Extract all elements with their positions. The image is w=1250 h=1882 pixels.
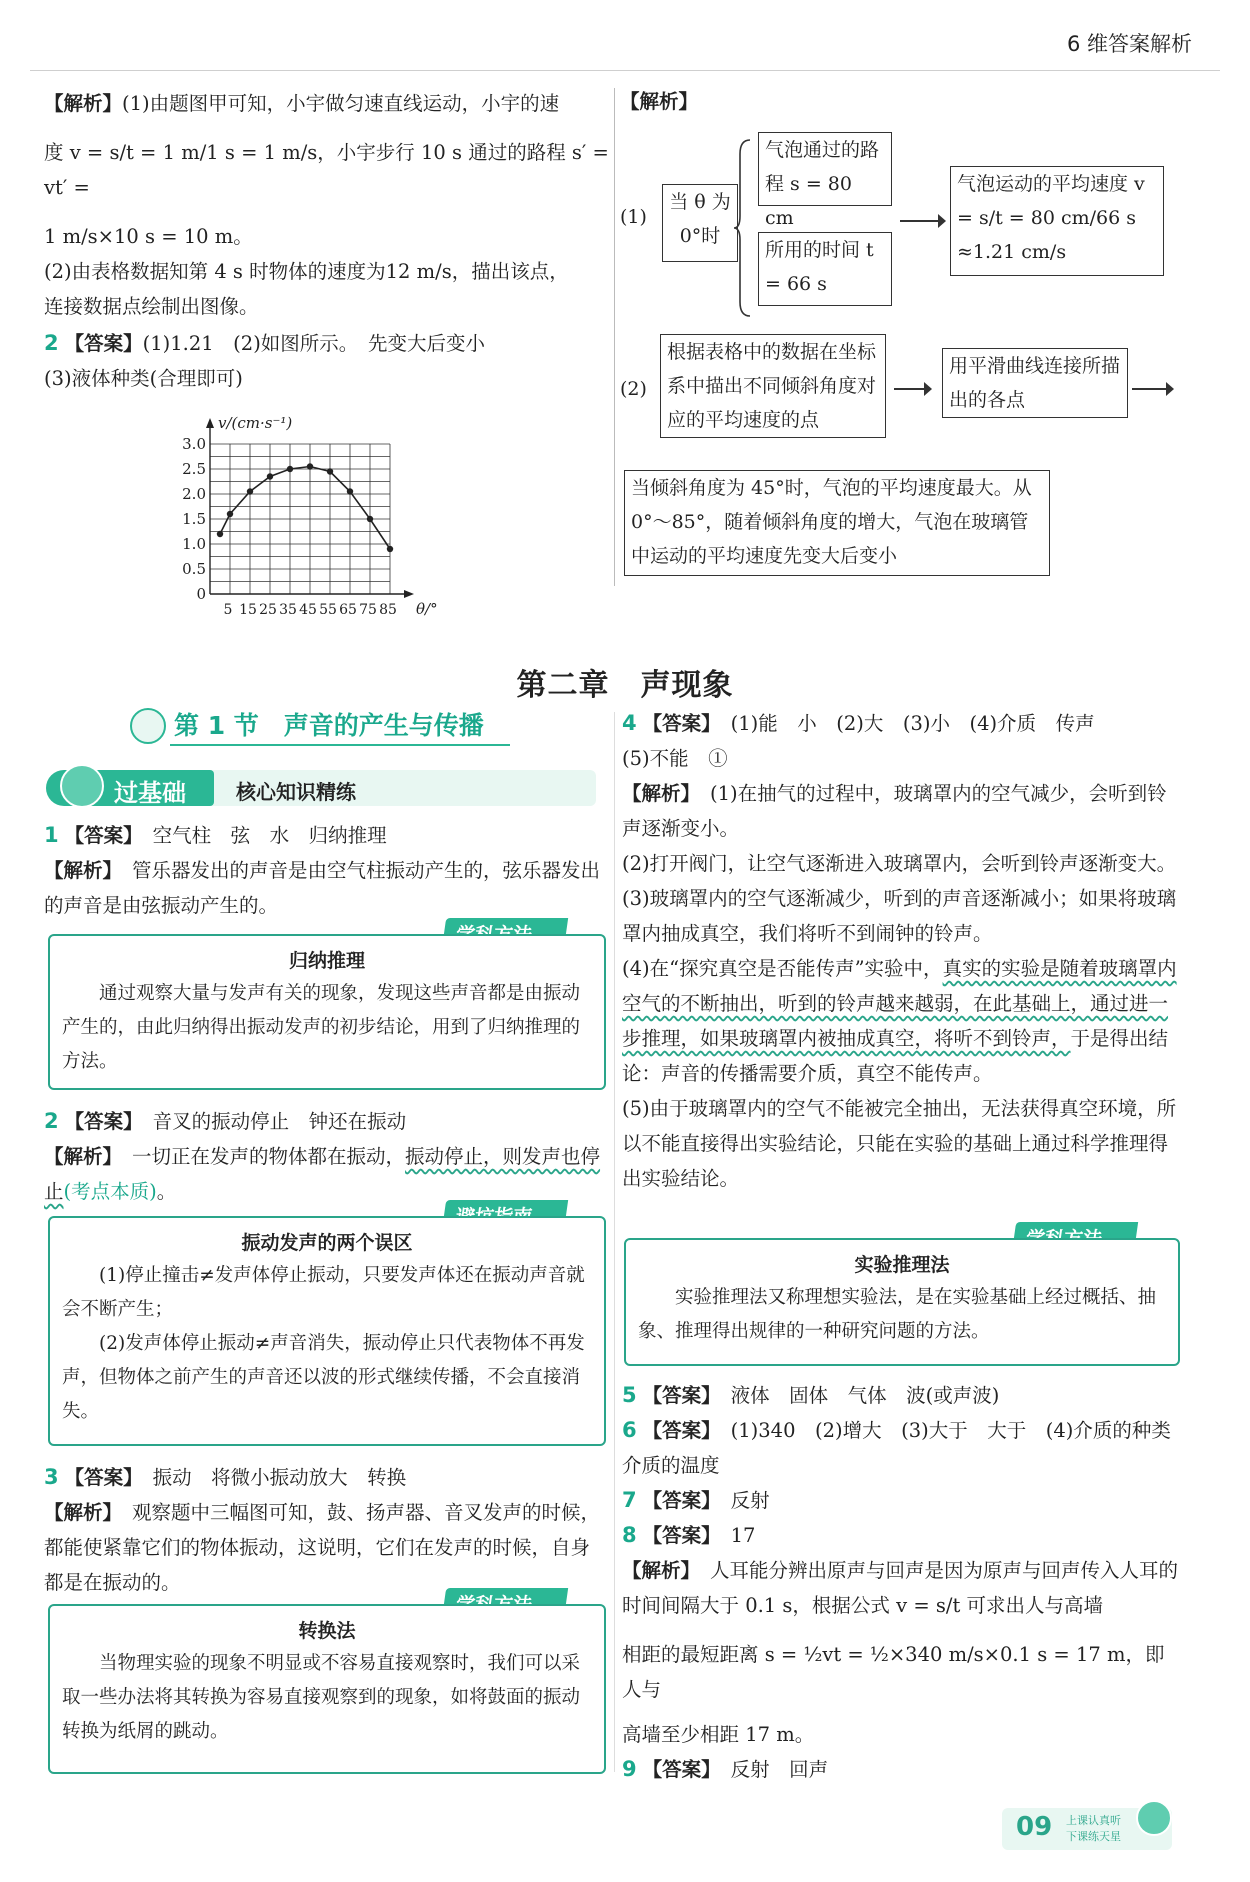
flow-section xyxy=(620,86,1220,586)
question-number: 2 xyxy=(44,331,59,355)
q2-analysis-a: 一切正在发声的物体都在振动， xyxy=(132,1145,406,1168)
conclusion-box: 当倾斜角度为 45°时，气泡的平均速度最大。从 0°～85°，随着倾斜角度的增大，气泡在玻璃管中运动的平均速度先变大后变小 xyxy=(624,470,1050,576)
analysis-text-a: (1)由题图甲可知，小宇做匀速直线运动，小宇的速 xyxy=(122,92,560,115)
data-point xyxy=(307,463,313,469)
pitfall-box-title: 振动发声的两个误区 xyxy=(241,1232,413,1254)
section-title: 第 1 节 声音的产生与传播 xyxy=(174,711,484,740)
q4-analysis-4a: (4)在“探究真空是否能传声”实验中， xyxy=(622,957,943,980)
method-box-4-title: 实验推理法 xyxy=(854,1254,950,1276)
data-point xyxy=(327,468,333,474)
footer-slogan-1: 上课认真听 xyxy=(1066,1814,1121,1827)
part1-number: (1) xyxy=(620,206,647,228)
x-tick-label: 25 xyxy=(259,602,277,618)
q6-answer: (1)340 (2)增大 (3)大于 大于 (4)介质的种类 介质的温度 xyxy=(622,1419,1191,1477)
x-tick-label: 45 xyxy=(299,602,317,618)
right-lower xyxy=(622,1378,1191,1787)
data-point xyxy=(247,488,253,494)
right-column xyxy=(622,706,1182,1196)
q4-analysis-4c: 于是得出结论：声音的传播需要介质，真空不能传声。 xyxy=(622,1027,1169,1085)
y-tick-label: 1.5 xyxy=(182,510,206,528)
q2-answer: 音叉的振动停止 钟还在振动 xyxy=(152,1110,407,1133)
data-point xyxy=(287,466,293,472)
x-tick-label: 65 xyxy=(339,602,357,618)
y-axis-arrow xyxy=(206,418,214,428)
data-point xyxy=(227,511,233,517)
pitfall-box-text-1: (1)停止撞击≠发声体停止振动，只要发声体还在振动声音就会不断产生； xyxy=(62,1265,585,1320)
column-divider-lower xyxy=(614,712,615,1772)
method-box-1-text: 通过观察大量与发声有关的现象，发现这些声音都是由振动产生的，由此归纳得出振动发声的初步结论，用到了归纳推理的方法。 xyxy=(62,983,581,1072)
analysis-text-2: (2)由表格数据知第 4 s 时物体的速度为12 m/s，描出该点， xyxy=(44,260,569,283)
q4-analysis-label: 【解析】 xyxy=(622,782,701,805)
q8-answer: 17 xyxy=(730,1524,756,1547)
answer-label: 【答案】 xyxy=(64,332,143,355)
method-box-3 xyxy=(48,1604,606,1774)
header-title: 6 维答案解析 xyxy=(1066,32,1192,56)
footer-slogan-2: 下课练天星 xyxy=(1066,1830,1121,1843)
q8-answer-label: 【答案】 xyxy=(642,1524,721,1547)
method-box-4 xyxy=(624,1238,1180,1366)
q5-answer: 液体 固体 气体 波(或声波) xyxy=(730,1384,1000,1407)
x-tick-label: 75 xyxy=(359,602,377,618)
q1-analysis-label: 【解析】 xyxy=(44,859,123,882)
q4-analysis-2: (2)打开阀门，让空气逐渐进入玻璃罩内，会听到铃声逐渐变大。 xyxy=(622,852,1177,875)
y-tick-label: 0.5 xyxy=(182,560,206,578)
condition-box: 当 θ 为 0°时 xyxy=(662,184,738,262)
header-rule xyxy=(30,70,1220,71)
left-q3 xyxy=(44,1460,604,1600)
left-q2 xyxy=(44,1104,604,1209)
x-tick-label: 5 xyxy=(223,602,233,618)
arrow-icon-3 xyxy=(1132,388,1170,390)
analysis-text-3: 连接数据点绘制出图像。 xyxy=(44,295,259,318)
q4-number: 4 xyxy=(622,711,637,735)
x-tick-label: 85 xyxy=(379,602,397,618)
analysis-text-b: 度 v = s/t = 1 m/1 s = 1 m/s，小宇步行 10 s 通过的路程 s′ = vt′ = xyxy=(44,141,609,199)
method-box-1-title: 归纳推理 xyxy=(288,950,365,972)
analysis-text-c: 1 m/s×10 s = 10 m。 xyxy=(44,225,253,248)
q3-analysis: 观察题中三幅图可知，鼓、扬声器、音叉发声的时候，都能使紧靠它们的物体振动，这说明，它们在发声的时候，自身都是在振动的。 xyxy=(44,1501,601,1594)
q1-answer-label: 【答案】 xyxy=(64,824,143,847)
q4-answer-2: (5)不能 ① xyxy=(622,747,728,770)
page-header xyxy=(1067,28,1192,58)
q3-number: 3 xyxy=(44,1465,59,1489)
q4-analysis-3: (3)玻璃罩内的空气逐渐减少，听到的声音逐渐减小；如果将玻璃罩内抽成真空，我们将听不到闹钟的铃声。 xyxy=(622,887,1177,945)
arrowhead-icon-2 xyxy=(924,382,932,396)
arrow-icon xyxy=(900,220,942,222)
y-axis-label: v/(cm·s⁻¹) xyxy=(218,414,293,432)
flower-icon xyxy=(130,708,166,744)
q5-answer-label: 【答案】 xyxy=(642,1384,721,1407)
q2-analysis-c: (考点本质) xyxy=(63,1180,157,1203)
page-badge xyxy=(1002,1808,1172,1850)
x-tick-label: 15 xyxy=(239,602,257,618)
q3-answer-label: 【答案】 xyxy=(64,1466,143,1489)
q9-number: 9 xyxy=(622,1757,637,1781)
q7-answer: 反射 xyxy=(730,1489,770,1512)
data-point xyxy=(387,546,393,552)
method-box-3-text: 当物理实验的现象不明显或不容易直接观察时，我们可以采取一些办法将其转换为容易直接观察到的现象，如将鼓面的振动转换为纸屑的跳动。 xyxy=(62,1653,581,1742)
q2-analysis-d: 。 xyxy=(156,1180,177,1203)
q4-analysis-5: (5)由于玻璃罩内的空气不能被完全抽出，无法获得真空环境，所以不能直接得出实验结论，只能在实验的基础上通过科学推理得出实验结论。 xyxy=(622,1097,1177,1190)
y-tick-label: 0 xyxy=(196,585,206,603)
time-box: 所用的时间 t = 66 s xyxy=(758,232,892,306)
plot-points-box: 根据表格中的数据在坐标系中描出不同倾斜角度对应的平均速度的点 xyxy=(660,334,886,438)
q3-answer: 振动 将微小振动放大 转换 xyxy=(152,1466,407,1489)
distance-box: 气泡通过的路程 s = 80 cm xyxy=(758,132,892,206)
top-left-section xyxy=(44,86,610,396)
banner-tag: 过基础 xyxy=(114,779,186,807)
q3-analysis-label: 【解析】 xyxy=(44,1501,123,1524)
x-axis-label: θ/° xyxy=(416,600,438,618)
q6-number: 6 xyxy=(622,1418,637,1442)
curve-box: 用平滑曲线连接所描出的各点 xyxy=(942,348,1128,418)
q1-number: 1 xyxy=(44,823,59,847)
banner xyxy=(46,770,596,810)
q2-number: 2 xyxy=(44,1109,59,1133)
velocity-angle-chart xyxy=(170,388,480,624)
q9-answer: 反射 回声 xyxy=(730,1758,829,1781)
velocity-box: 气泡运动的平均速度 v = s/t = 80 cm/66 s ≈1.21 cm/s xyxy=(950,166,1164,276)
y-tick-label: 2.5 xyxy=(182,460,206,478)
q7-number: 7 xyxy=(622,1488,637,1512)
arrowhead-icon-3 xyxy=(1166,382,1174,396)
answer-text-2: (3)液体种类(合理即可) xyxy=(44,367,243,390)
method-box-1 xyxy=(48,934,606,1090)
q2-answer-label: 【答案】 xyxy=(64,1110,143,1133)
mascot-icon xyxy=(60,764,104,808)
analysis-label: 【解析】 xyxy=(44,92,123,115)
q5-number: 5 xyxy=(622,1383,637,1407)
q4-analysis-4b: 真实的实验是随着玻璃罩内空气的不断抽出，听到的铃声越来越弱，在此基础上，通过进一步推理，如果玻璃罩内被抽成真空，将听不到铃声， xyxy=(622,957,1177,1050)
column-divider xyxy=(614,88,615,586)
x-tick-label: 35 xyxy=(279,602,297,618)
q4-answer-label: 【答案】 xyxy=(642,712,721,735)
q2-analysis-b: 振动停止，则发声也停止 xyxy=(44,1145,601,1203)
y-tick-label: 2.0 xyxy=(182,485,206,503)
q1-answer: 空气柱 弦 水 归纳推理 xyxy=(152,824,387,847)
q8-number: 8 xyxy=(622,1523,637,1547)
q4-analysis-1: (1)在抽气的过程中，玻璃罩内的空气减少，会听到铃声逐渐变小。 xyxy=(622,782,1167,840)
data-point xyxy=(367,516,373,522)
y-tick-label: 1.0 xyxy=(182,535,206,553)
data-point xyxy=(267,473,273,479)
arrowhead-icon xyxy=(938,214,946,228)
answer-text: (1)1.21 (2)如图所示。 先变大后变小 xyxy=(142,332,486,355)
method-box-4-text: 实验推理法又称理想实验法，是在实验基础上经过概括、抽象、推理得出规律的一种研究问题的方法。 xyxy=(638,1287,1157,1342)
pitfall-box-text-2: (2)发声体停止振动≠声音消失，振动停止只代表物体不再发声，但物体之前产生的声音还以波的形式继续传播，不会直接消失。 xyxy=(62,1333,585,1422)
chapter-title: 第二章 声现象 xyxy=(516,668,734,703)
x-axis-arrow xyxy=(404,590,414,598)
q8-analysis-3: 高墙至少相距 17 m。 xyxy=(622,1723,815,1746)
q8-analysis-1: 人耳能分辨出原声与回声是因为原声与回声传入人耳的时间间隔大于 0.1 s，根据公式 v = s/t 可求出人与高墙 xyxy=(622,1559,1179,1617)
data-point xyxy=(347,488,353,494)
left-column xyxy=(44,818,604,923)
arrow-icon-2 xyxy=(894,388,928,390)
analysis-label-right: 【解析】 xyxy=(620,90,699,113)
banner-subtitle: 核心知识精练 xyxy=(236,780,356,804)
q9-answer-label: 【答案】 xyxy=(642,1758,721,1781)
q2-analysis-label: 【解析】 xyxy=(44,1145,123,1168)
page-number: 09 xyxy=(1016,1812,1053,1842)
brace-icon xyxy=(732,138,754,318)
q7-answer-label: 【答案】 xyxy=(642,1489,721,1512)
q1-analysis: 管乐器发出的声音是由空气柱振动产生的，弦乐器发出的声音是由弦振动产生的。 xyxy=(44,859,601,917)
q6-answer-label: 【答案】 xyxy=(642,1419,721,1442)
mascot-star-icon xyxy=(1136,1800,1172,1836)
q8-analysis-label: 【解析】 xyxy=(622,1559,701,1582)
q4-answer: (1)能 小 (2)大 (3)小 (4)介质 传声 xyxy=(730,712,1095,735)
x-tick-label: 55 xyxy=(319,602,337,618)
part2-number: (2) xyxy=(620,378,647,400)
series-line xyxy=(220,467,390,550)
method-box-3-title: 转换法 xyxy=(298,1620,356,1642)
y-tick-label: 3.0 xyxy=(182,435,206,453)
pitfall-box xyxy=(48,1216,606,1446)
q8-analysis-2: 相距的最短距离 s = ½vt = ½×340 m/s×0.1 s = 17 m，即人与 xyxy=(622,1643,1165,1701)
data-point xyxy=(217,531,223,537)
